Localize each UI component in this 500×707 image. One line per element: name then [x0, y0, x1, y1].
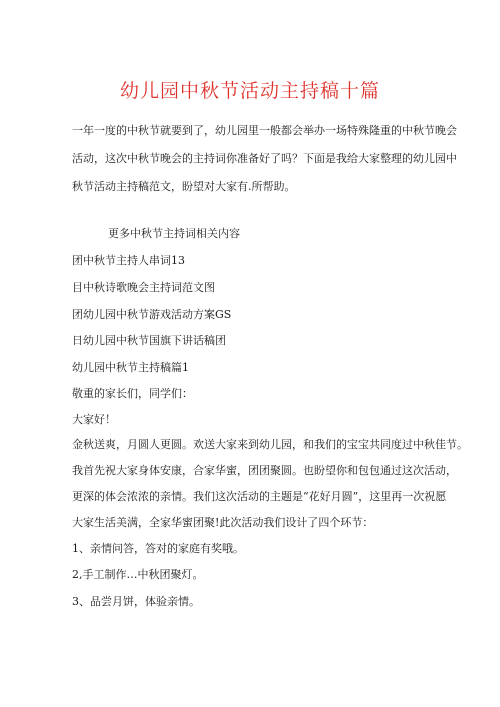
document-title: 幼儿园中秋节活动主持稿十篇 — [119, 80, 380, 102]
related-link-line: 团幼儿园中秋节游戏活动方案GS — [72, 308, 232, 321]
section-heading: 幼儿园中秋节主持稿篇1 — [72, 361, 189, 374]
paragraph-line: 金秋送爽，月圆人更圆。欢送大家来到幼儿园，和我们的宝宝共同度过中秋佳节。 — [72, 438, 468, 451]
intro-line: 活动，这次中秋节晚会的主持词你准备好了吗？下面是我给大家整理的幼儿园中 — [72, 152, 457, 165]
related-link-line: 目中秋诗歌晚会主持词范文图 — [72, 281, 215, 294]
greeting: 大家好！ — [72, 413, 116, 426]
paragraph-line: 我首先祝大家身体安康，合家华蜜，团团聚圆。也盼望你和包包通过这次活动， — [72, 464, 457, 477]
list-item: 1、亲情问答，答对的家庭有奖哦。 — [72, 542, 244, 555]
paragraph-line: 大家生活美满，全家华蜜团聚!此次活动我们设计了四个环节： — [72, 516, 374, 529]
paragraph-line: 更深的体会浓浓的亲情。我们这次活动的主题是“花好月圆”，这里再一次祝愿 — [72, 490, 447, 503]
list-item: 3、品尝月饼，体验亲情。 — [72, 595, 200, 608]
salutation: 敬重的家长们，同学们： — [72, 387, 193, 400]
related-content-heading: 更多中秋节主持词相关内容 — [108, 227, 240, 240]
related-link-line: 日幼儿园中秋节国旗下讲话稿团 — [72, 334, 226, 347]
list-item: 2,手工制作…中秋团聚灯。 — [72, 568, 204, 581]
intro-line: 一年一度的中秋节就要到了，幼儿园里一般都会举办一场特殊隆重的中秋节晚会 — [72, 124, 457, 137]
intro-paragraph — [72, 117, 457, 201]
related-link-line: 团中秋节主持人串词13 — [72, 254, 185, 267]
intro-line: 秋节活动主持稿范文，盼望对大家有.所帮助。 — [72, 180, 296, 193]
